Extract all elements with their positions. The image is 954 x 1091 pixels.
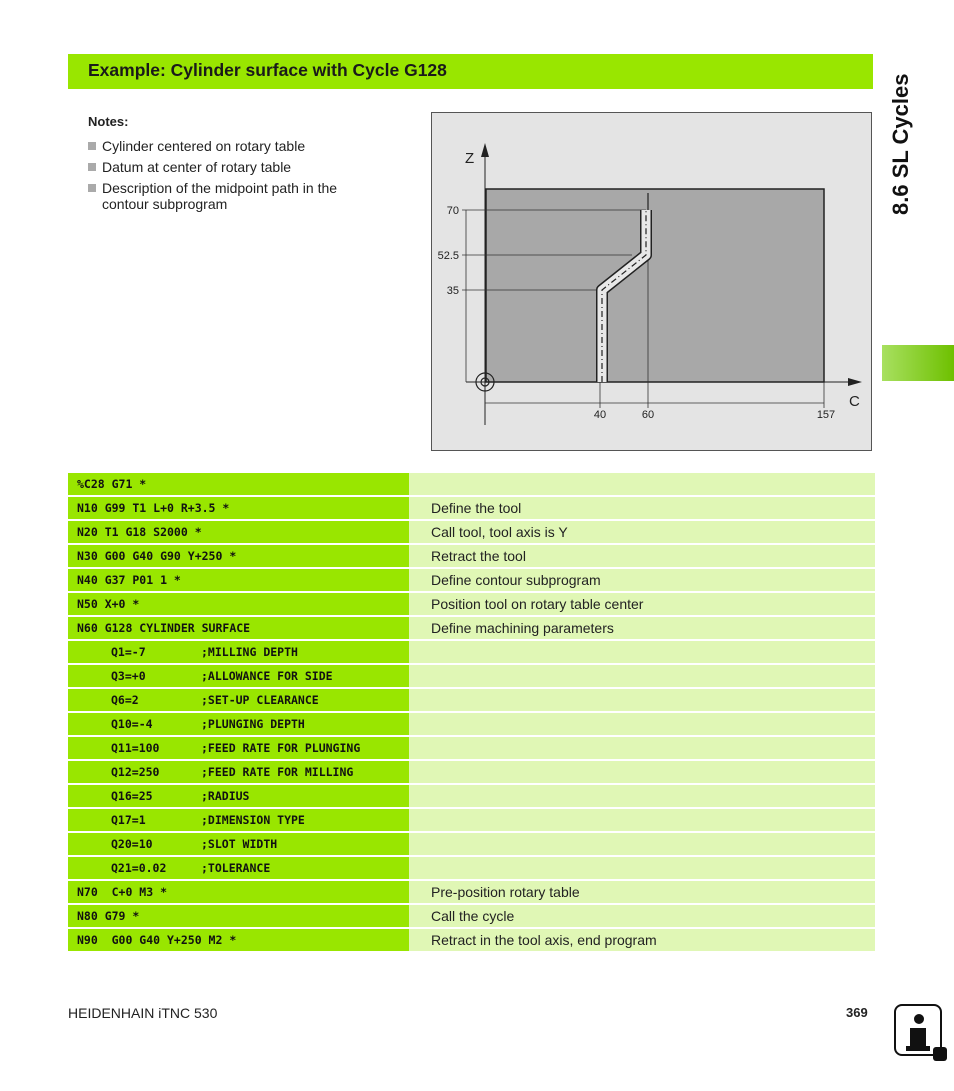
program-code: N60 G128 CYLINDER SURFACE: [68, 617, 409, 639]
program-description: Call the cycle: [409, 905, 875, 927]
info-icon: [894, 1004, 942, 1056]
c-dim-label: 40: [593, 409, 607, 421]
program-code: Q21=0.02 ;TOLERANCE: [68, 857, 409, 879]
program-description: Pre-position rotary table: [409, 881, 875, 903]
notes-list: [88, 138, 378, 217]
program-row: [68, 641, 875, 663]
program-row: [68, 665, 875, 687]
program-code: Q6=2 ;SET-UP CLEARANCE: [68, 689, 409, 711]
cylinder-surface-diagram: [431, 112, 872, 451]
program-row: [68, 497, 875, 519]
program-row: [68, 809, 875, 831]
section-title: Example: Cylinder surface with Cycle G128: [88, 60, 447, 80]
program-row: [68, 593, 875, 615]
program-code: N90 G00 G40 Y+250 M2 *: [68, 929, 409, 951]
program-row: [68, 905, 875, 927]
diagram-svg: [432, 113, 873, 452]
note-item: Description of the midpoint path in the contour subprogram: [88, 180, 378, 212]
z-dim-label: 35: [446, 285, 459, 297]
program-code: N20 T1 G18 S2000 *: [68, 521, 409, 543]
program-description: Define contour subprogram: [409, 569, 875, 591]
program-code: Q12=250 ;FEED RATE FOR MILLING: [68, 761, 409, 783]
program-row: [68, 521, 875, 543]
c-dim-label: 157: [816, 409, 836, 421]
program-row: [68, 833, 875, 855]
program-row: [68, 857, 875, 879]
chapter-tab-marker: [882, 345, 954, 381]
program-description: [409, 809, 875, 831]
program-code: Q17=1 ;DIMENSION TYPE: [68, 809, 409, 831]
program-row: [68, 713, 875, 735]
z-axis-arrow-icon: [481, 143, 489, 157]
z-dim-label: 70: [446, 205, 459, 217]
program-row: [68, 881, 875, 903]
program-row: [68, 569, 875, 591]
program-description: Position tool on rotary table center: [409, 593, 875, 615]
chapter-tab-label: 8.6 SL Cycles: [888, 73, 913, 215]
program-code: Q3=+0 ;ALLOWANCE FOR SIDE: [68, 665, 409, 687]
program-code: N50 X+0 *: [68, 593, 409, 615]
bullet-icon: [88, 142, 96, 150]
note-item: Datum at center of rotary table: [88, 159, 378, 175]
notes-heading: Notes:: [88, 114, 129, 129]
program-row: [68, 473, 875, 495]
program-code: Q10=-4 ;PLUNGING DEPTH: [68, 713, 409, 735]
program-code: N10 G99 T1 L+0 R+3.5 *: [68, 497, 409, 519]
program-row: [68, 689, 875, 711]
program-code: Q11=100 ;FEED RATE FOR PLUNGING: [68, 737, 409, 759]
program-row: [68, 785, 875, 807]
program-code: N80 G79 *: [68, 905, 409, 927]
c-axis-arrow-icon: [848, 378, 862, 386]
program-description: [409, 833, 875, 855]
c-dim-label: 60: [641, 409, 655, 421]
nc-program-table: [68, 473, 875, 953]
program-code: %C28 G71 *: [68, 473, 409, 495]
program-description: Define machining parameters: [409, 617, 875, 639]
program-row: [68, 761, 875, 783]
z-axis-label: Z: [465, 150, 475, 167]
workpiece-surface: [486, 189, 824, 382]
program-description: [409, 665, 875, 687]
program-description: [409, 713, 875, 735]
program-code: Q20=10 ;SLOT WIDTH: [68, 833, 409, 855]
program-description: Retract in the tool axis, end program: [409, 929, 875, 951]
program-description: [409, 689, 875, 711]
note-item: Cylinder centered on rotary table: [88, 138, 378, 154]
bullet-icon: [88, 163, 96, 171]
c-axis-label: C: [849, 393, 860, 410]
program-code: Q1=-7 ;MILLING DEPTH: [68, 641, 409, 663]
program-description: Retract the tool: [409, 545, 875, 567]
section-header: [68, 54, 873, 89]
program-description: [409, 857, 875, 879]
z-dim-label: 52.5: [437, 250, 459, 262]
program-description: [409, 785, 875, 807]
program-code: N70 C+0 M3 *: [68, 881, 409, 903]
program-code: N40 G37 P01 1 *: [68, 569, 409, 591]
page-number: 369: [846, 1005, 868, 1020]
program-description: Define the tool: [409, 497, 875, 519]
program-row: [68, 545, 875, 567]
program-row: [68, 929, 875, 951]
program-description: Call tool, tool axis is Y: [409, 521, 875, 543]
bullet-icon: [88, 184, 96, 192]
program-description: [409, 761, 875, 783]
manual-name: HEIDENHAIN iTNC 530: [68, 1005, 218, 1021]
program-row: [68, 737, 875, 759]
program-description: [409, 641, 875, 663]
program-code: Q16=25 ;RADIUS: [68, 785, 409, 807]
program-row: [68, 617, 875, 639]
program-description: [409, 473, 875, 495]
program-description: [409, 737, 875, 759]
program-code: N30 G00 G40 G90 Y+250 *: [68, 545, 409, 567]
